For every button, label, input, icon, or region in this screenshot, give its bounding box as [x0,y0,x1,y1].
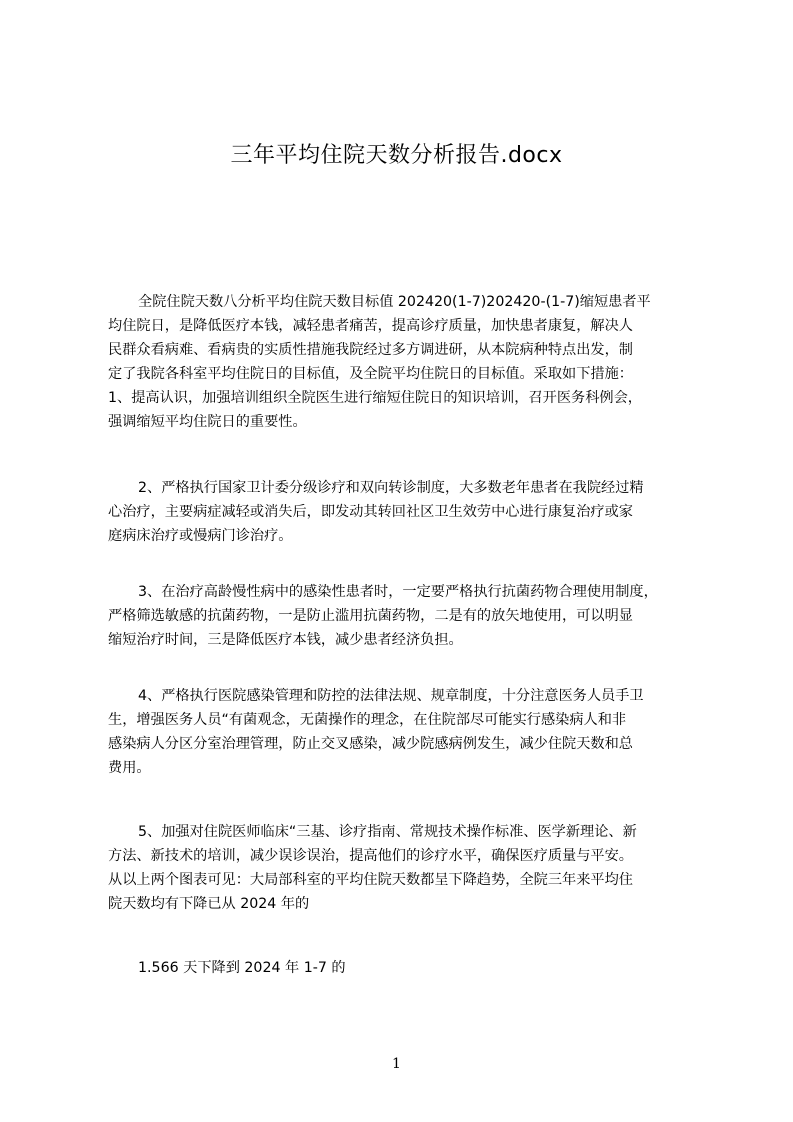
paragraph-line: 生，增强医务人员“有菌观念，无菌操作的理念，在住院部尽可能实行感染病人和非 [108,712,627,728]
paragraph-line: 全院住院天数八分析平均住院天数目标值 202420(1-7)202420-(1-7)缩短患者平 [138,294,651,310]
paragraph-line: 方法、新技术的培训，减少误诊误治，提高他们的诊疗水平，确保医疗质量与平安。 [108,848,633,864]
paragraph-line: 庭病床治疗或慢病门诊治疗。 [108,528,293,544]
paragraph-line: 1、提高认识，加强培训组织全院医生进行缩短住院日的知识培训，召开医务科例会， [108,390,642,406]
paragraph-line: 强调缩短平均住院日的重要性。 [108,414,307,430]
paragraph-4 [108,684,708,780]
paragraph-line: 均住院日，是降低医疗本钱，减轻患者痛苦，提高诊疗质量，加快患者康复，解决人 [108,318,633,334]
paragraph-line: 缩短治疗时间，三是降低医疗本钱，减少患者经济负担。 [108,632,463,648]
paragraph-line: 从以上两个图表可见：大局部科室的平均住院天数都呈下降趋势，全院三年来平均住 [108,872,633,888]
paragraph-line: 费用。 [108,760,151,776]
paragraph-line: 3、在治疗高龄慢性病中的感染性患者时，一定要严格执行抗菌药物合理使用制度， [138,584,658,600]
page-number: 1 [392,1056,401,1072]
document-title: 三年平均住院天数分析报告.docx [230,143,563,168]
paragraph-1 [108,290,708,434]
paragraph-line: 4、严格执行医院感染管理和防控的法律法规、规章制度，十分注意医务人员手卫 [138,688,644,704]
paragraph-3 [108,580,708,652]
paragraph-line: 感染病人分区分室治理管理，防止交叉感染，减少院感病例发生，减少住院天数和总 [108,736,633,752]
paragraph-5 [108,820,708,916]
paragraph-line: 1.566 天下降到 2024 年 1-7 的 [138,960,346,976]
paragraph-line: 院天数均有下降已从 2024 年的 [108,896,310,912]
paragraph-line: 民群众看病难、看病贵的实质性措施我院经过多方调进研，从本院病种特点出发，制 [108,342,633,358]
paragraph-line: 2、严格执行国家卫计委分级诊疗和双向转诊制度，大多数老年患者在我院经过精 [138,480,644,496]
paragraph-2 [108,476,708,548]
paragraph-line: 心治疗，主要病症减轻或消失后，即发动其转回社区卫生效劳中心进行康复治疗或家 [108,504,633,520]
paragraph-line: 严格筛选敏感的抗菌药物，一是防止滥用抗菌药物，二是有的放矢地使用，可以明显 [108,608,633,624]
paragraph-line: 定了我院各科室平均住院日的目标值，及全院平均住院日的目标值。采取如下措施： [108,366,633,382]
paragraph-6 [108,956,708,980]
paragraph-line: 5、加强对住院医师临床“三基、诊疗指南、常规技术操作标准、医学新理论、新 [138,824,637,840]
